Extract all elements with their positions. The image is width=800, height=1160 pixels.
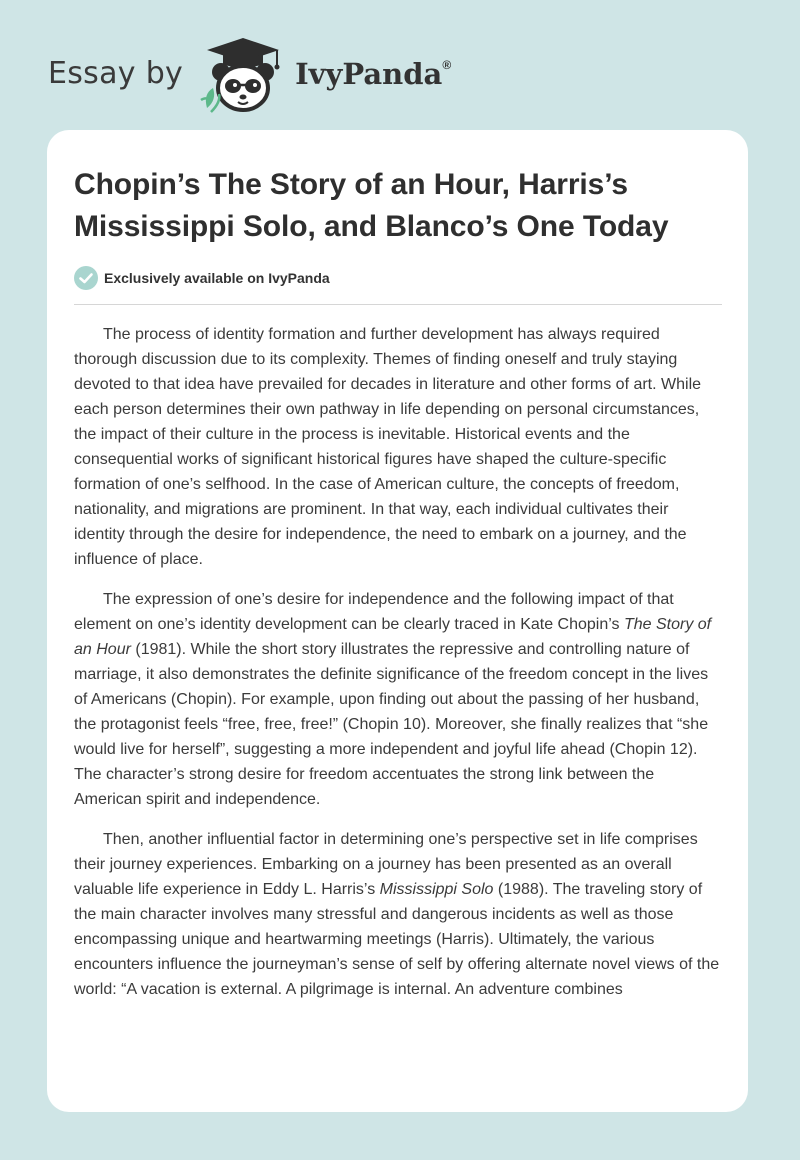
essay-by-label: Essay by bbox=[48, 55, 184, 91]
exclusive-label: Exclusively available on IvyPanda bbox=[104, 270, 330, 286]
essay-body bbox=[74, 322, 722, 1002]
exclusive-badge bbox=[74, 266, 722, 290]
paragraph-1: The process of identity formation and further development has always required thorough discussion due to its complexity. Themes of finding oneself and truly staying devoted to that idea have prevailed for decades in literature and other forms of art. While each person determines their own pathway in life depending on personal circumstances, the impact of their culture in the process is inevitable. Historical events and the consequential works of significant historical figures have shaped the culture-specific formation of one’s selfhood. In the case of American culture, the concepts of freedom, nationality, and migrations are prominent. In that way, each individual cultivates their identity through the desire for independence, the need to embark on a journey, and the influence of place. bbox=[74, 326, 702, 568]
paragraph-3: Then, another influential factor in determining one’s perspective set in life comprises their journey experiences. Embarking on a journey has been presented as an overall valuable life experience in Eddy L. Harris’s Mississippi Solo (1988). The traveling story of the main character involves many stressful and dangerous incidents as well as those encompassing unique and heartwarming meetings (Harris). Ultimately, the various encounters influence the journeyman’s sense of self by offering alternate novel views of the world: “A vacation is external. A pilgrimage is internal. An adventure combines bbox=[74, 831, 720, 998]
essay-card bbox=[47, 130, 748, 1112]
panda-graduate-icon bbox=[197, 36, 289, 116]
essay-title: Chopin’s The Story of an Hour, Harris’s Mississippi Solo, and Blanco’s One Today bbox=[74, 168, 669, 243]
check-circle-icon bbox=[74, 266, 98, 290]
divider bbox=[74, 304, 722, 305]
brand-name: IvyPanda® bbox=[295, 57, 452, 91]
work-title-story-of-an-hour: The Story of an Hour bbox=[74, 616, 712, 658]
paragraph-2: The expression of one’s desire for independence and the following impact of that element on one’s identity development can be clearly traced in Kate Chopin’s The Story of an Hour (1981). While the short story illustrates the repressive and controlling nature of marriage, it also demonstrates the definite significance of the freedom concept in the lives of Americans (Chopin). For example, upon finding out about the passing of her husband, the protagonist feels “free, free, free!” (Chopin 10). Moreover, she finally realizes that “she would live for herself”, suggesting a more independent and joyful life ahead (Chopin 12). The character’s strong desire for freedom accentuates the strong link between the American spirit and independence. bbox=[74, 591, 712, 808]
work-title-mississippi-solo: Mississippi Solo bbox=[379, 881, 494, 898]
registered-mark: ® bbox=[442, 58, 452, 73]
site-header bbox=[48, 36, 451, 116]
